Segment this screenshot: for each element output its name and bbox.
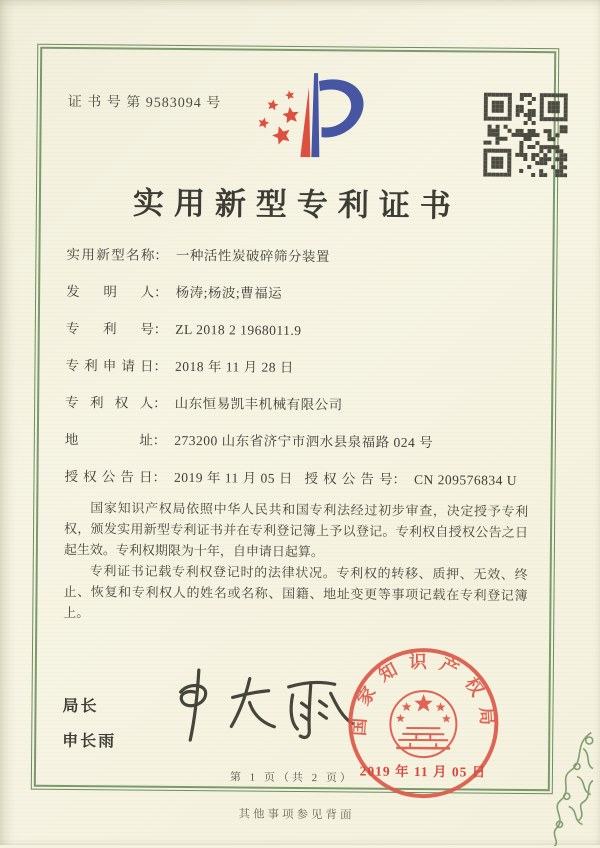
seal-date: 2019 年 11 月 05 日 xyxy=(359,763,487,780)
colon: ： xyxy=(153,395,167,411)
legal-paragraph-2: 专利证书记载专利权登记时的法律状况。专利权的转移、质押、无效、终止、恢复和专利权人的姓名或名称、国籍、地址变更等事项记载在专利登记簿上。 xyxy=(63,563,528,621)
field-label: 专利号 xyxy=(65,320,154,337)
colon: ： xyxy=(153,358,168,374)
cnipa-logo-icon xyxy=(245,65,376,172)
field-value: 山东恒易凯丰机械有限公司 xyxy=(174,395,343,413)
certificate-title: 实用新型专利证书 xyxy=(132,185,462,224)
svg-text:国家知识产权局 xyxy=(349,650,499,738)
certificate-fields xyxy=(64,243,536,506)
handwritten-signature-icon xyxy=(152,664,363,756)
legal-paragraphs xyxy=(63,497,528,627)
certificate-number: 证 书 号 第 9583094 号 xyxy=(67,94,222,112)
field-value: 杨涛;杨波;曹福运 xyxy=(175,284,283,301)
field-value: ZL 2018 2 1968011.9 xyxy=(175,321,302,339)
field-label: 专利权人 xyxy=(65,394,154,411)
field-address xyxy=(65,428,535,455)
field-inventors xyxy=(66,280,536,307)
grant-number-pair xyxy=(304,467,517,489)
corner-ornament-icon xyxy=(532,726,597,847)
field-label: 地址 xyxy=(64,431,153,448)
colon: ： xyxy=(152,432,167,448)
commissioner-title: 局长 xyxy=(62,697,99,716)
field-value: 一种活性炭破碎筛分装置 xyxy=(175,247,331,265)
field-label: 授权公告号 xyxy=(304,471,393,487)
grant-date-value: 2019 年 11 月 05 日 xyxy=(173,469,293,486)
grant-number-value: CN 209576834 U xyxy=(413,471,518,488)
field-value: 2018 年 11 月 28 日 xyxy=(174,358,294,375)
colon: ： xyxy=(153,321,168,337)
field-label: 专利申请日 xyxy=(65,357,154,374)
certificate-border xyxy=(31,44,559,795)
field-label: 实用新型名称 xyxy=(66,246,155,263)
colon: ： xyxy=(152,469,167,485)
back-side-note: 其他事项参见背面 xyxy=(238,808,355,822)
field-patent-name xyxy=(66,243,536,270)
colon: ： xyxy=(392,471,407,487)
commissioner-block xyxy=(62,693,117,763)
colon: ： xyxy=(154,247,169,263)
field-grant-announcement xyxy=(64,465,534,492)
field-label: 发明人 xyxy=(66,283,155,300)
field-patentee xyxy=(65,391,535,418)
qr-code-icon xyxy=(483,93,568,178)
legal-paragraph-1: 国家知识产权局依照中华人民共和国专利法经过初步审查，决定授予专利权，颁发实用新型专利证书并在专利登记簿上予以登记。专利权自授权公告之日起生效。专利权期限为十年，自申请日起算。 xyxy=(63,500,529,560)
colon: ： xyxy=(154,284,168,300)
seal-text: 国家知识产权局 xyxy=(348,651,499,737)
field-filing-date xyxy=(65,354,535,381)
page-indicator: 第 1 页（共 2 页） xyxy=(229,771,354,785)
commissioner-name: 申长雨 xyxy=(62,732,117,751)
field-label: 授权公告日 xyxy=(64,468,153,485)
field-patent-number xyxy=(66,317,536,344)
field-value: 273200 山东省济宁市泗水县泉福路 024 号 xyxy=(174,432,434,451)
